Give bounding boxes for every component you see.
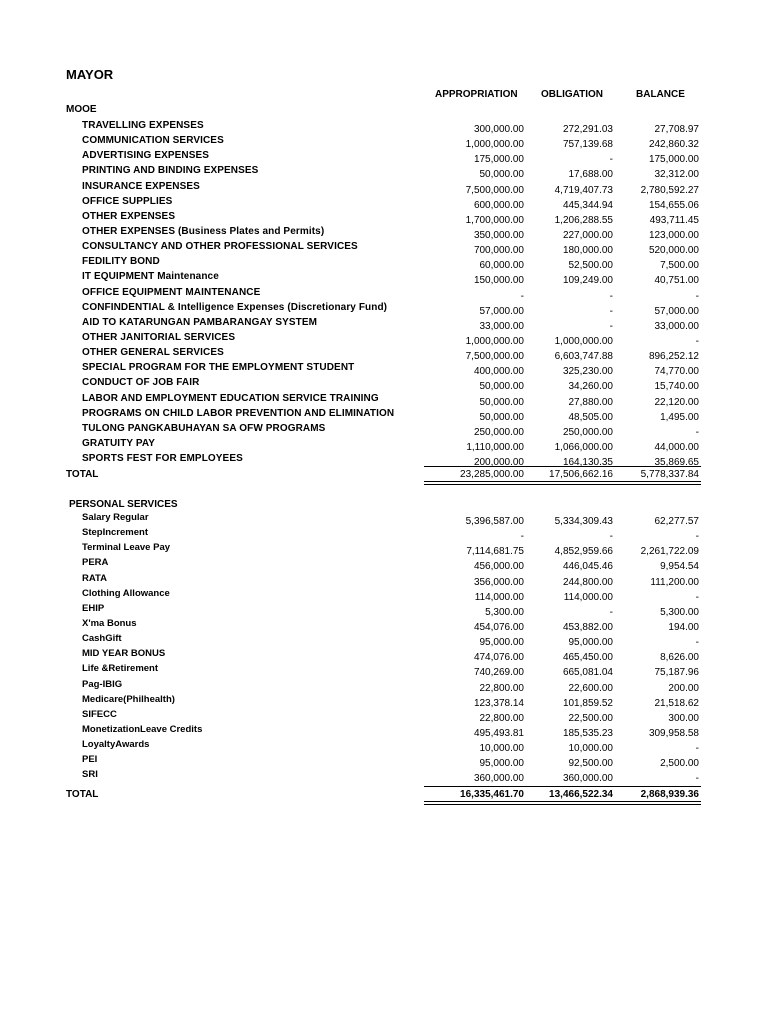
mooe-row-appropriation: 400,000.00 [473, 366, 524, 378]
ps-row [0, 586, 768, 601]
mooe-row [0, 330, 768, 345]
ps-total-balance: 2,868,939.36 [640, 789, 699, 800]
mooe-row-obligation: 227,000.00 [562, 229, 613, 241]
ps-row-balance: 2,500.00 [660, 758, 699, 770]
mooe-row-label: TULONG PANGKABUHAYAN SA OFW PROGRAMS [82, 422, 326, 434]
mooe-row-label: INSURANCE EXPENSES [82, 180, 200, 192]
mooe-row-obligation: - [609, 290, 613, 302]
mooe-row-appropriation: 200,000.00 [473, 457, 524, 469]
mooe-row-obligation: 48,505.00 [568, 411, 613, 423]
ps-row-balance: 309,958.58 [648, 727, 699, 739]
mooe-row-appropriation: 50,000.00 [479, 381, 524, 393]
mooe-row [0, 239, 768, 257]
mooe-row-balance: 175,000.00 [648, 154, 699, 166]
mooe-row-obligation: 250,000.00 [562, 426, 613, 438]
mooe-row [0, 315, 768, 330]
mooe-row-obligation: 1,206,288.55 [554, 214, 613, 226]
mooe-row-appropriation: 7,500,000.00 [465, 351, 524, 363]
mooe-row-obligation: 4,719,407.73 [554, 184, 613, 196]
ps-row-appropriation: 7,114,681.75 [466, 546, 524, 558]
ps-row-balance: 5,300.00 [660, 606, 699, 618]
mooe-row [0, 300, 768, 315]
ps-row-appropriation: 22,800.00 [479, 712, 524, 724]
mooe-row-label: TRAVELLING EXPENSES [82, 120, 204, 131]
ps-row-balance: 21,518.62 [654, 697, 699, 709]
ps-row-obligation: 360,000.00 [562, 773, 613, 785]
mooe-row-balance: 2,780,592.27 [640, 184, 699, 196]
mooe-row-obligation: 17,688.00 [568, 169, 613, 181]
mooe-row-balance: 520,000.00 [648, 245, 699, 257]
ps-row-obligation: 95,000.00 [568, 637, 613, 649]
mooe-row-appropriation: 300,000.00 [473, 124, 524, 135]
ps-row-label: CashGift [82, 633, 122, 645]
mooe-total-obligation: 17,506,662.16 [549, 469, 613, 480]
ps-row [0, 767, 768, 785]
mooe-row-balance: - [695, 290, 699, 302]
mooe-row-balance: 32,312.00 [654, 169, 699, 181]
ps-row-balance: 2,261,722.09 [640, 546, 699, 558]
mooe-row [0, 179, 768, 194]
mooe-row-obligation: - [609, 305, 613, 317]
ps-total-rule-bottom [424, 801, 701, 805]
ps-row-label: Life &Retirement [82, 663, 159, 675]
ps-row-label: StepIncrement [82, 527, 148, 539]
ps-row [0, 737, 768, 755]
mooe-row-appropriation: 1,700,000.00 [465, 214, 524, 226]
mooe-row [0, 436, 768, 451]
ps-row [0, 510, 768, 525]
ps-row-label: Pag-IBIG [82, 678, 123, 690]
ps-row-label: Medicare(Philhealth) [82, 693, 175, 705]
ps-row-balance: 111,200.00 [650, 576, 699, 588]
mooe-row [0, 148, 768, 166]
ps-row [0, 555, 768, 573]
ps-row-balance: - [695, 773, 699, 785]
mooe-row [0, 269, 768, 287]
ps-row-label: LoyaltyAwards [82, 739, 150, 751]
mooe-row [0, 391, 768, 406]
ps-row-label: X'ma Bonus [82, 617, 137, 629]
ps-row-obligation: 244,800.00 [562, 576, 613, 588]
ps-row-appropriation: 22,800.00 [479, 682, 524, 694]
ps-row-obligation: 101,859.52 [562, 697, 613, 709]
mooe-row [0, 421, 768, 436]
ps-row [0, 540, 768, 558]
ps-row-label: Clothing Allowance [82, 587, 170, 599]
mooe-row [0, 360, 768, 378]
ps-row-label: PERA [82, 557, 109, 569]
mooe-row-obligation: 109,249.00 [562, 275, 613, 287]
mooe-row-appropriation: 150,000.00 [473, 275, 524, 287]
page-title: MAYOR [66, 67, 114, 82]
mooe-row-appropriation: 57,000.00 [479, 305, 524, 317]
ps-row [0, 677, 768, 692]
ps-row-label: SRI [82, 769, 98, 781]
ps-row-label: MonetizationLeave Credits [82, 723, 203, 735]
section-label-personal-services: PERSONAL SERVICES [69, 499, 178, 510]
mooe-row-obligation: 6,603,747.88 [554, 351, 613, 363]
mooe-row-label: FEDILITY BOND [82, 256, 160, 268]
ps-row-appropriation: 123,378.14 [473, 697, 524, 709]
ps-row-obligation: 465,450.00 [562, 652, 613, 664]
ps-row-appropriation: 95,000.00 [479, 637, 524, 649]
mooe-row-appropriation: 50,000.00 [479, 169, 524, 181]
ps-row [0, 616, 768, 631]
ps-row-appropriation: 454,076.00 [473, 621, 524, 633]
ps-row-obligation: 4,852,959.66 [554, 546, 613, 558]
ps-row-balance: - [695, 743, 699, 755]
mooe-row-obligation: 34,260.00 [568, 381, 613, 393]
mooe-row [0, 163, 768, 181]
mooe-rows [0, 118, 768, 469]
mooe-total-rule-bottom [424, 481, 701, 485]
mooe-row [0, 345, 768, 363]
ps-row-label: EHIP [82, 602, 105, 614]
ps-row-appropriation: 114,000.00 [474, 591, 524, 603]
mooe-row-balance: 154,655.06 [648, 199, 699, 211]
mooe-row-label: PROGRAMS ON CHILD LABOR PREVENTION AND ELIMINATION [82, 407, 395, 419]
ps-row [0, 692, 768, 707]
mooe-row-balance: 15,740.00 [654, 381, 699, 393]
column-header-obligation: OBLIGATION [541, 89, 604, 100]
mooe-row [0, 224, 768, 239]
ps-row-balance: 194.00 [668, 621, 699, 633]
mooe-row [0, 451, 768, 469]
ps-row-obligation: 5,334,309.43 [554, 516, 613, 527]
ps-row [0, 646, 768, 664]
mooe-row-balance: 35,869.65 [654, 457, 699, 469]
mooe-row-obligation: 1,066,000.00 [554, 441, 613, 453]
ps-row-obligation: 453,882.00 [562, 621, 613, 633]
ps-row [0, 707, 768, 722]
mooe-row-appropriation: 600,000.00 [473, 199, 524, 211]
ps-row-obligation: 22,600.00 [568, 682, 613, 694]
ps-row [0, 722, 768, 737]
ps-row-appropriation: - [520, 531, 524, 543]
mooe-row-balance: 44,000.00 [654, 441, 699, 453]
mooe-row-appropriation: 60,000.00 [479, 260, 524, 272]
ps-row-appropriation: 95,000.00 [479, 758, 524, 770]
mooe-row-appropriation: 1,110,000.00 [466, 441, 524, 453]
ps-row-label: SIFECC [82, 708, 117, 720]
mooe-row-balance: 40,751.00 [654, 275, 699, 287]
ps-row-obligation: 185,535.23 [562, 727, 613, 739]
mooe-row [0, 209, 768, 224]
ps-row [0, 631, 768, 649]
ps-row-balance: 300.00 [668, 712, 699, 724]
mooe-row-obligation: 180,000.00 [562, 245, 613, 257]
ps-row-balance: - [695, 531, 699, 543]
mooe-row-appropriation: 350,000.00 [473, 229, 524, 241]
ps-row-label: MID YEAR BONUS [82, 648, 166, 660]
ps-row-appropriation: 495,493.81 [473, 727, 524, 739]
mooe-row-balance: 7,500.00 [660, 260, 699, 272]
mooe-row [0, 118, 768, 133]
mooe-row-label: GRATUITY PAY [82, 437, 156, 449]
mooe-row-label: OFFICE EQUIPMENT MAINTENANCE [82, 286, 261, 298]
mooe-row [0, 375, 768, 393]
mooe-row [0, 194, 768, 209]
ps-row-obligation: 665,081.04 [562, 667, 613, 679]
mooe-row-balance: - [695, 335, 699, 347]
mooe-row-balance: 33,000.00 [654, 320, 699, 332]
mooe-row-balance: 493,711.45 [649, 214, 699, 226]
mooe-total-label: TOTAL [66, 469, 99, 480]
ps-row-appropriation: 474,076.00 [473, 652, 524, 664]
mooe-row-obligation: - [609, 154, 613, 166]
mooe-row-balance: 22,120.00 [654, 396, 699, 408]
mooe-row-label: COMMUNICATION SERVICES [82, 135, 224, 147]
ps-row-appropriation: 740,269.00 [473, 667, 524, 679]
mooe-row-appropriation: 7,500,000.00 [465, 184, 524, 196]
ps-row [0, 752, 768, 770]
mooe-row-obligation: 27,880.00 [568, 396, 613, 408]
mooe-row-label: OFFICE SUPPLIES [82, 195, 173, 207]
ps-row-appropriation: 456,000.00 [473, 561, 524, 573]
ps-row-obligation: 92,500.00 [568, 758, 613, 770]
mooe-row-obligation: 272,291.03 [562, 124, 613, 135]
mooe-row-balance: - [695, 426, 699, 438]
ps-row-appropriation: 5,396,587.00 [465, 516, 524, 527]
mooe-row-label: CONSULTANCY AND OTHER PROFESSIONAL SERVICES [82, 241, 358, 253]
ps-row-balance: - [695, 637, 699, 649]
mooe-row-obligation: 164,130.35 [562, 457, 613, 469]
mooe-row-label: PRINTING AND BINDING EXPENSES [82, 165, 259, 177]
ps-row-appropriation: 360,000.00 [473, 773, 524, 785]
mooe-row-label: SPECIAL PROGRAM FOR THE EMPLOYMENT STUDENT [82, 362, 355, 374]
mooe-row-label: IT EQUIPMENT Maintenance [82, 271, 219, 283]
mooe-row [0, 285, 768, 300]
mooe-row [0, 254, 768, 272]
ps-row-obligation: - [609, 531, 613, 543]
ps-row-appropriation: 356,000.00 [473, 576, 524, 588]
mooe-row-obligation: 757,139.68 [562, 139, 613, 151]
mooe-row-obligation: 445,344.94 [562, 199, 613, 211]
column-header-appropriation: APPROPRIATION [435, 89, 518, 100]
mooe-row-balance: 123,000.00 [648, 229, 699, 241]
section-label-mooe: MOOE [66, 104, 97, 115]
ps-row [0, 601, 768, 616]
mooe-row-label: OTHER EXPENSES [82, 210, 176, 222]
mooe-row-balance: 896,252.12 [648, 351, 699, 363]
personal-services-rows [0, 510, 768, 783]
mooe-row-label: OTHER EXPENSES (Business Plates and Permits) [82, 225, 325, 237]
ps-total-appropriation: 16,335,461.70 [460, 789, 524, 800]
mooe-total-appropriation: 23,285,000.00 [460, 469, 524, 480]
mooe-row-label: AID TO KATARUNGAN PAMBARANGAY SYSTEM [82, 316, 318, 328]
mooe-row-label: OTHER JANITORIAL SERVICES [82, 331, 236, 343]
mooe-row-appropriation: 50,000.00 [479, 396, 524, 408]
ps-row-balance: 200.00 [668, 682, 699, 694]
mooe-row-label: SPORTS FEST FOR EMPLOYEES [82, 453, 243, 465]
mooe-row-balance: 242,860.32 [648, 139, 699, 151]
ps-row-label: RATA [82, 572, 107, 584]
ps-row-obligation: 10,000.00 [568, 743, 613, 755]
mooe-row-label: CONFINDENTIAL & Intelligence Expenses (Discretionary Fund) [82, 301, 388, 313]
ps-row [0, 661, 768, 679]
ps-row-obligation: 446,045.46 [562, 561, 613, 573]
mooe-row-appropriation: 50,000.00 [479, 411, 524, 423]
mooe-row-label: OTHER GENERAL SERVICES [82, 347, 224, 359]
ps-row-balance: 62,277.57 [654, 516, 699, 527]
mooe-row-appropriation: 175,000.00 [473, 154, 524, 166]
column-header-balance: BALANCE [636, 89, 685, 100]
mooe-row-balance: 57,000.00 [654, 305, 699, 317]
ps-row-obligation: 22,500.00 [568, 712, 613, 724]
ps-row-label: PEI [82, 754, 98, 766]
mooe-row-label: ADVERTISING EXPENSES [82, 150, 210, 162]
ps-row-label: Terminal Leave Pay [82, 542, 171, 554]
mooe-row-balance: 1,495.00 [660, 411, 699, 423]
ps-row-label: Salary Regular [82, 512, 149, 523]
ps-row-balance: 9,954.54 [660, 561, 699, 573]
mooe-total-balance: 5,778,337.84 [640, 469, 699, 480]
mooe-row-obligation: - [609, 320, 613, 332]
mooe-row-label: CONDUCT OF JOB FAIR [82, 377, 200, 389]
ps-row [0, 525, 768, 543]
ps-row-appropriation: 10,000.00 [479, 743, 524, 755]
ps-row [0, 571, 768, 586]
mooe-row-appropriation: 700,000.00 [473, 245, 524, 257]
mooe-row-balance: 74,770.00 [654, 366, 699, 378]
ps-total-label: TOTAL [66, 789, 99, 800]
ps-row-balance: 75,187.96 [654, 667, 699, 679]
mooe-row-appropriation: - [520, 290, 524, 302]
mooe-row-obligation: 52,500.00 [568, 260, 613, 272]
mooe-row [0, 133, 768, 151]
ps-row-appropriation: 5,300.00 [485, 606, 524, 618]
ps-row-obligation: - [609, 606, 613, 618]
mooe-row-label: LABOR AND EMPLOYMENT EDUCATION SERVICE TRAINING [82, 392, 379, 404]
mooe-row-balance: 27,708.97 [654, 124, 699, 135]
mooe-row-obligation: 1,000,000.00 [554, 335, 613, 347]
ps-row-obligation: 114,000.00 [563, 591, 613, 603]
mooe-row-appropriation: 1,000,000.00 [465, 335, 524, 347]
mooe-row-appropriation: 250,000.00 [473, 426, 524, 438]
mooe-row-obligation: 325,230.00 [562, 366, 613, 378]
ps-total-obligation: 13,466,522.34 [549, 789, 613, 800]
mooe-row-appropriation: 33,000.00 [479, 320, 524, 332]
mooe-row-appropriation: 1,000,000.00 [465, 139, 524, 151]
mooe-row [0, 406, 768, 421]
ps-row-balance: 8,626.00 [660, 652, 699, 664]
ps-row-balance: - [695, 591, 699, 603]
